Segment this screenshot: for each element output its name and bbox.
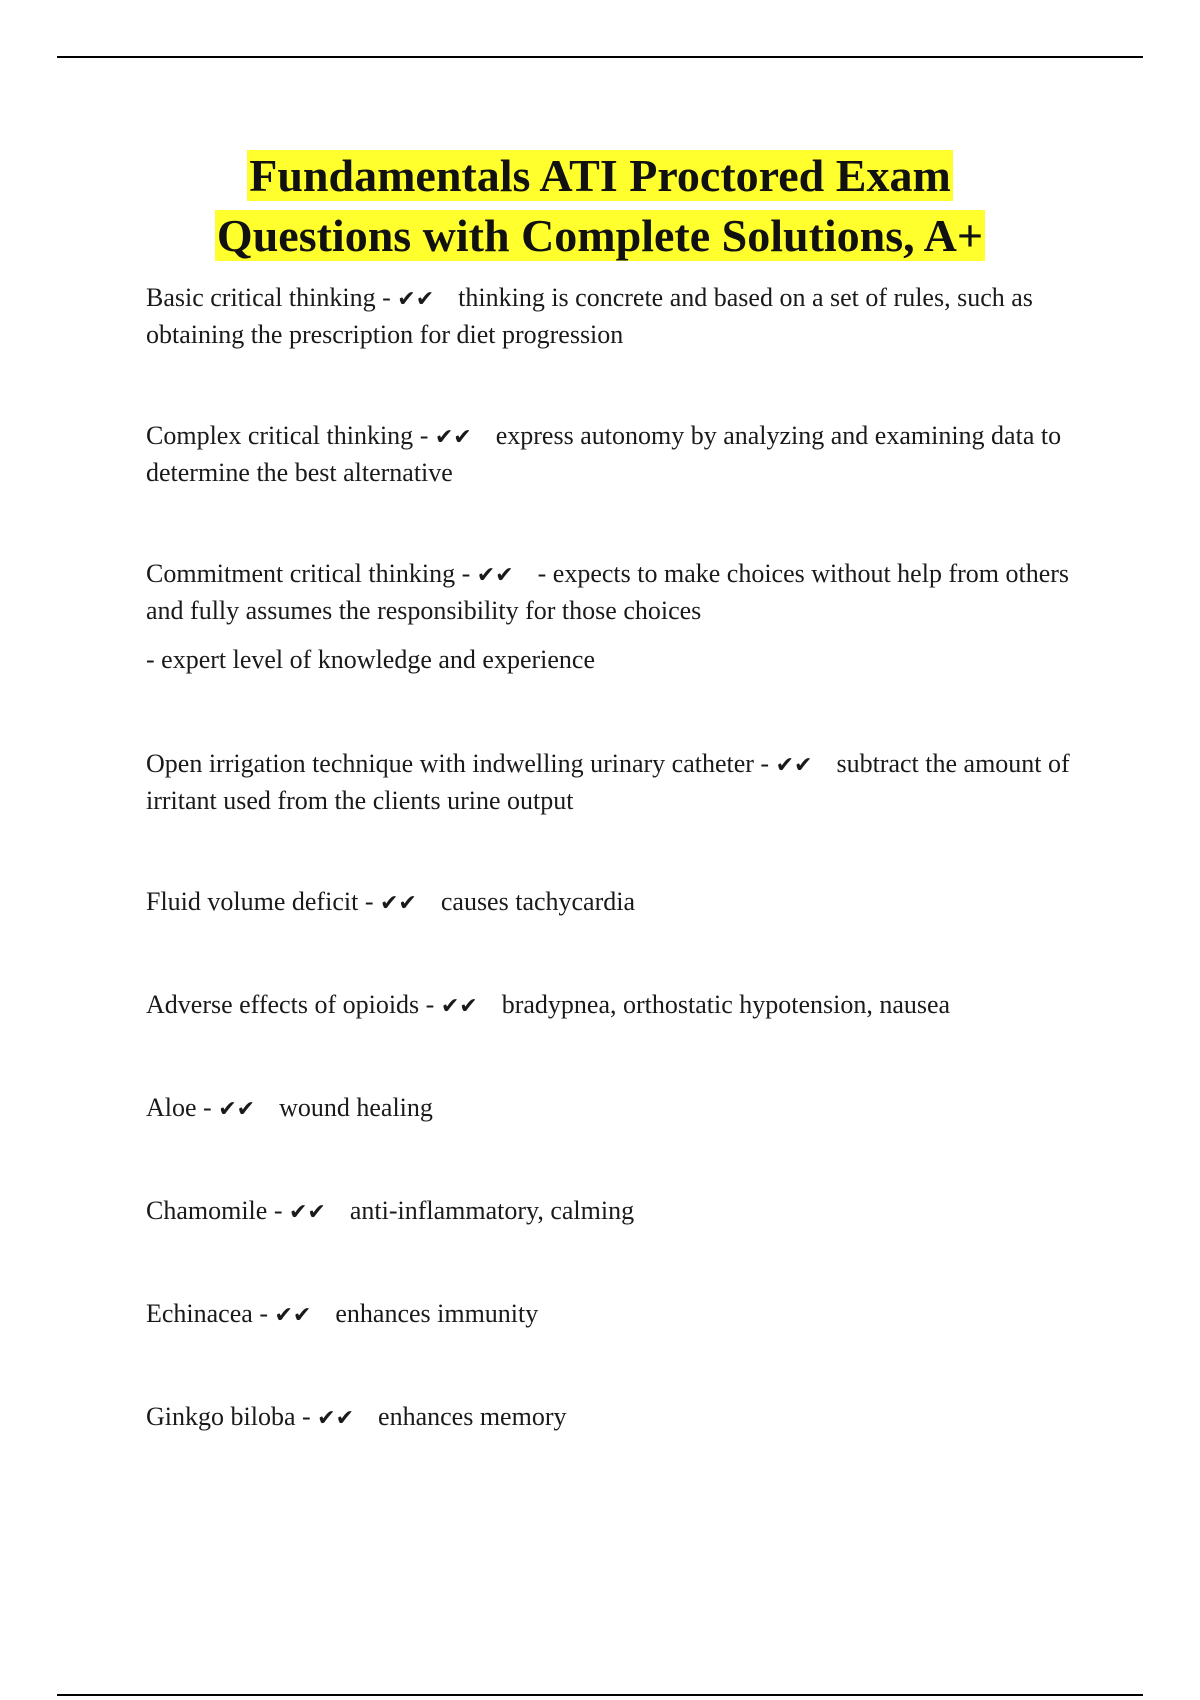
entry-term: Complex critical thinking <box>146 421 414 450</box>
list-item <box>146 418 1086 490</box>
entry-definition: wound healing <box>279 1093 433 1122</box>
entry-definition: enhances immunity <box>335 1299 539 1328</box>
bottom-rule <box>57 1694 1143 1696</box>
entry-separator: - <box>267 1196 289 1225</box>
check-icon: ✔✔ <box>274 1303 312 1328</box>
entry-separator: - <box>375 283 398 312</box>
entry-separator: - <box>413 421 435 450</box>
entry-definition: causes tachycardia <box>440 887 636 916</box>
check-icon: ✔✔ <box>317 1406 355 1431</box>
entry-separator: - <box>196 1093 219 1122</box>
list-item <box>146 556 1086 677</box>
check-icon: ✔✔ <box>218 1097 256 1122</box>
entry-term: Adverse effects of opioids <box>146 990 420 1019</box>
entry-separator: - <box>252 1299 275 1328</box>
list-item <box>146 1090 1086 1127</box>
entry-separator: - <box>358 887 380 916</box>
entry-separator: - <box>455 559 477 588</box>
entry-definition: anti-inflammatory, calming <box>349 1196 635 1225</box>
list-item <box>146 884 1086 921</box>
entry-term: Echinacea <box>146 1299 253 1328</box>
list-item <box>146 987 1086 1024</box>
entry-definition: enhances memory <box>378 1402 567 1431</box>
check-icon: ✔✔ <box>440 994 478 1019</box>
entry-term: Chamomile <box>146 1196 268 1225</box>
check-icon: ✔✔ <box>379 891 417 916</box>
list-item <box>146 1193 1086 1230</box>
entry-term: Aloe <box>146 1093 197 1122</box>
title-line-2-text: Questions with Complete Solutions, A+ <box>216 210 984 261</box>
check-icon: ✔✔ <box>476 563 514 588</box>
title-line-1-text: Fundamentals ATI Proctored Exam <box>249 150 951 201</box>
entry-definition: - expects to make choices without help from others and fully assumes the responsibility for those choices <box>146 559 1070 625</box>
entry-definition: express autonomy by analyzing and examining data to determine the best alternative <box>146 421 1062 487</box>
entry-separator: - <box>419 990 441 1019</box>
document-title <box>0 146 1200 266</box>
entry-term: Ginkgo biloba <box>146 1402 296 1431</box>
check-icon: ✔✔ <box>289 1200 326 1225</box>
entry-term: Open irrigation technique with indwelling urinary catheter <box>146 749 754 778</box>
check-icon: ✔✔ <box>397 287 435 312</box>
entry-separator: - <box>753 749 776 778</box>
title-line-1 <box>0 146 1200 206</box>
entry-term: Basic critical thinking <box>146 283 376 312</box>
list-item <box>146 280 1086 352</box>
entry-definition: bradypnea, orthostatic hypotension, nausea <box>501 990 951 1019</box>
list-item <box>146 1296 1086 1333</box>
entry-definition: thinking is concrete and based on a set of rules, such as obtaining the prescription for diet progression <box>146 283 1033 349</box>
entry-term: Commitment critical thinking <box>146 559 456 588</box>
entry-separator: - <box>295 1402 318 1431</box>
top-rule <box>57 56 1143 58</box>
entry-term: Fluid volume deficit <box>146 887 359 916</box>
title-line-2 <box>0 206 1200 266</box>
check-icon: ✔✔ <box>775 753 813 778</box>
entry-definition: subtract the amount of irritant used from the clients urine output <box>146 749 1070 815</box>
list-item <box>146 1399 1086 1436</box>
list-item <box>146 746 1086 818</box>
check-icon: ✔✔ <box>434 425 472 450</box>
entry-extra-note: - expert level of knowledge and experience <box>146 645 596 674</box>
